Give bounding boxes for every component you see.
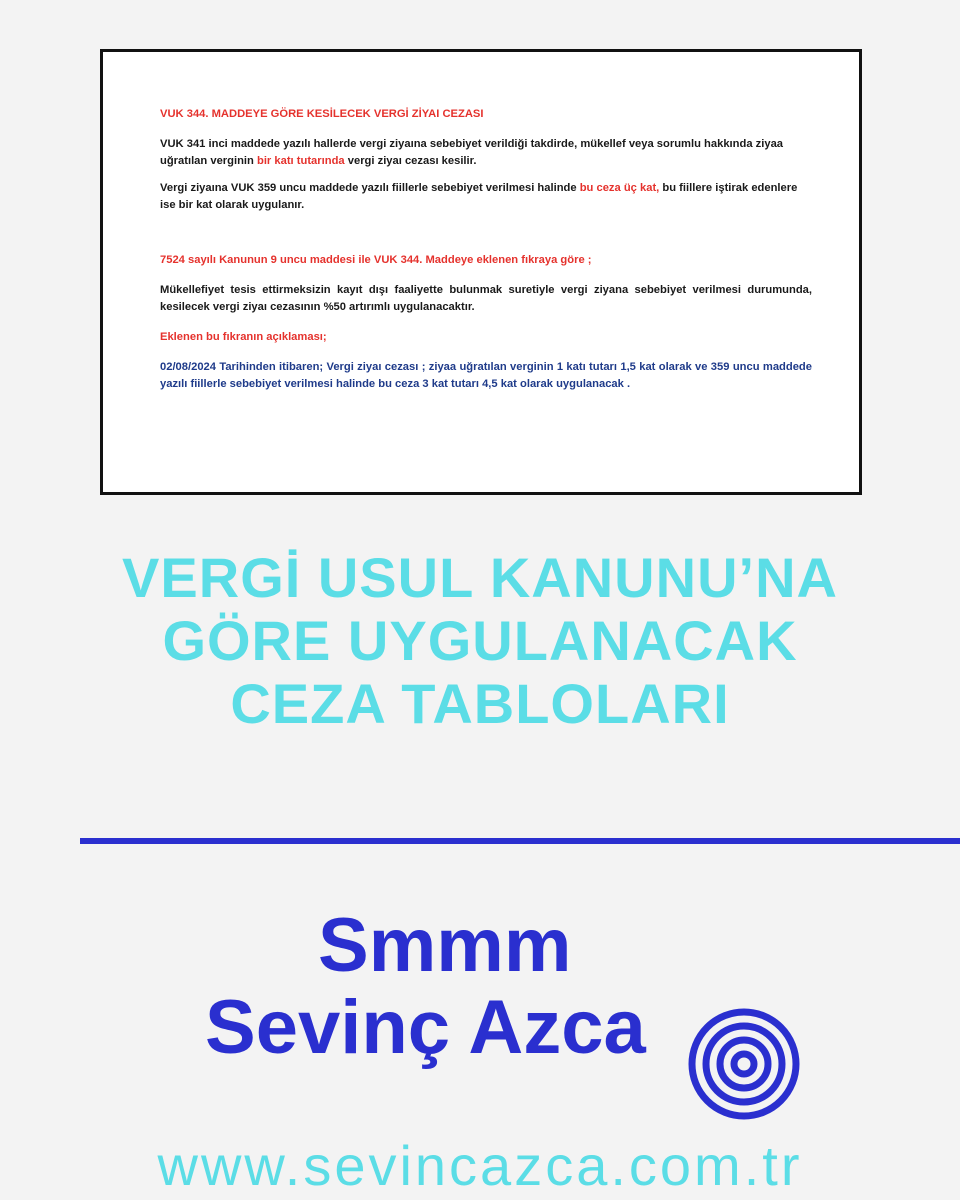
document-heading-1: VUK 344. MADDEYE GÖRE KESİLECEK VERGİ ZİYAI CEZASI [160,108,484,120]
paragraph-1-highlight: bir katı tutarında [256,155,345,167]
document-paragraph-4: 02/08/2024 Tarihinden itibaren; Vergi ziyaı cezası ; ziyaa uğratılan verginin 1 katı tutarı 1,5 kat olarak ve 359 uncu maddede yazılı fiillerle sebebiyet verilmesi halinde bu ceza 3 kat tutarı 4,5 kat olarak uygulanacak . [160,361,812,390]
document-paragraph-3: Mükellefiyet tesis ettirmeksizin kayıt dışı faaliyette bulunmak suretiyle vergi ziyana sebebiyet verilmesi durumunda, kesilecek vergi ziyaı cezasının %50 artırımlı uygulanacaktır. [160,284,812,313]
divider-line [80,838,960,844]
headline-line-3: CEZA TABLOLARI [230,672,730,735]
document-paragraph-2 [160,180,812,214]
paragraph-1-tail: vergi ziyaı cezası kesilir. [344,155,477,167]
paragraph-1-text: VUK 341 inci maddede yazılı hallerde vergi ziyaına sebebiyet verildiği takdirde, mükellef veya sorumlu hakkında ziyaa uğratılan verginin [160,138,784,167]
paragraph-2-highlight: bu ceza üç kat, [579,182,660,194]
document-paragraph-1 [160,136,812,170]
brand-person-name: Sevinç Azca [205,985,646,1070]
document-heading-3: Eklenen bu fıkranın açıklaması; [160,331,327,343]
headline-line-1: VERGİ USUL KANUNU’NA [122,546,838,609]
document-image [100,49,862,495]
main-headline [0,546,960,735]
document-heading-2: 7524 sayılı Kanunun 9 uncu maddesi ile VUK 344. Maddeye eklenen fıkraya göre ; [160,254,592,266]
headline-line-2: GÖRE UYGULANACAK [162,609,798,672]
paragraph-2-text: Vergi ziyaına VUK 359 uncu maddede yazılı fiillerle sebebiyet verilmesi halinde [160,182,580,194]
concentric-rings-icon [684,1004,804,1124]
brand-title: Smmm [318,903,572,988]
document-text [160,106,812,393]
website-link[interactable]: www.sevincazca.com.tr [157,1134,803,1197]
paragraph-2-tail: bu fiillere iştirak edenlere ise bir kat olarak uygulanır. [160,182,798,211]
